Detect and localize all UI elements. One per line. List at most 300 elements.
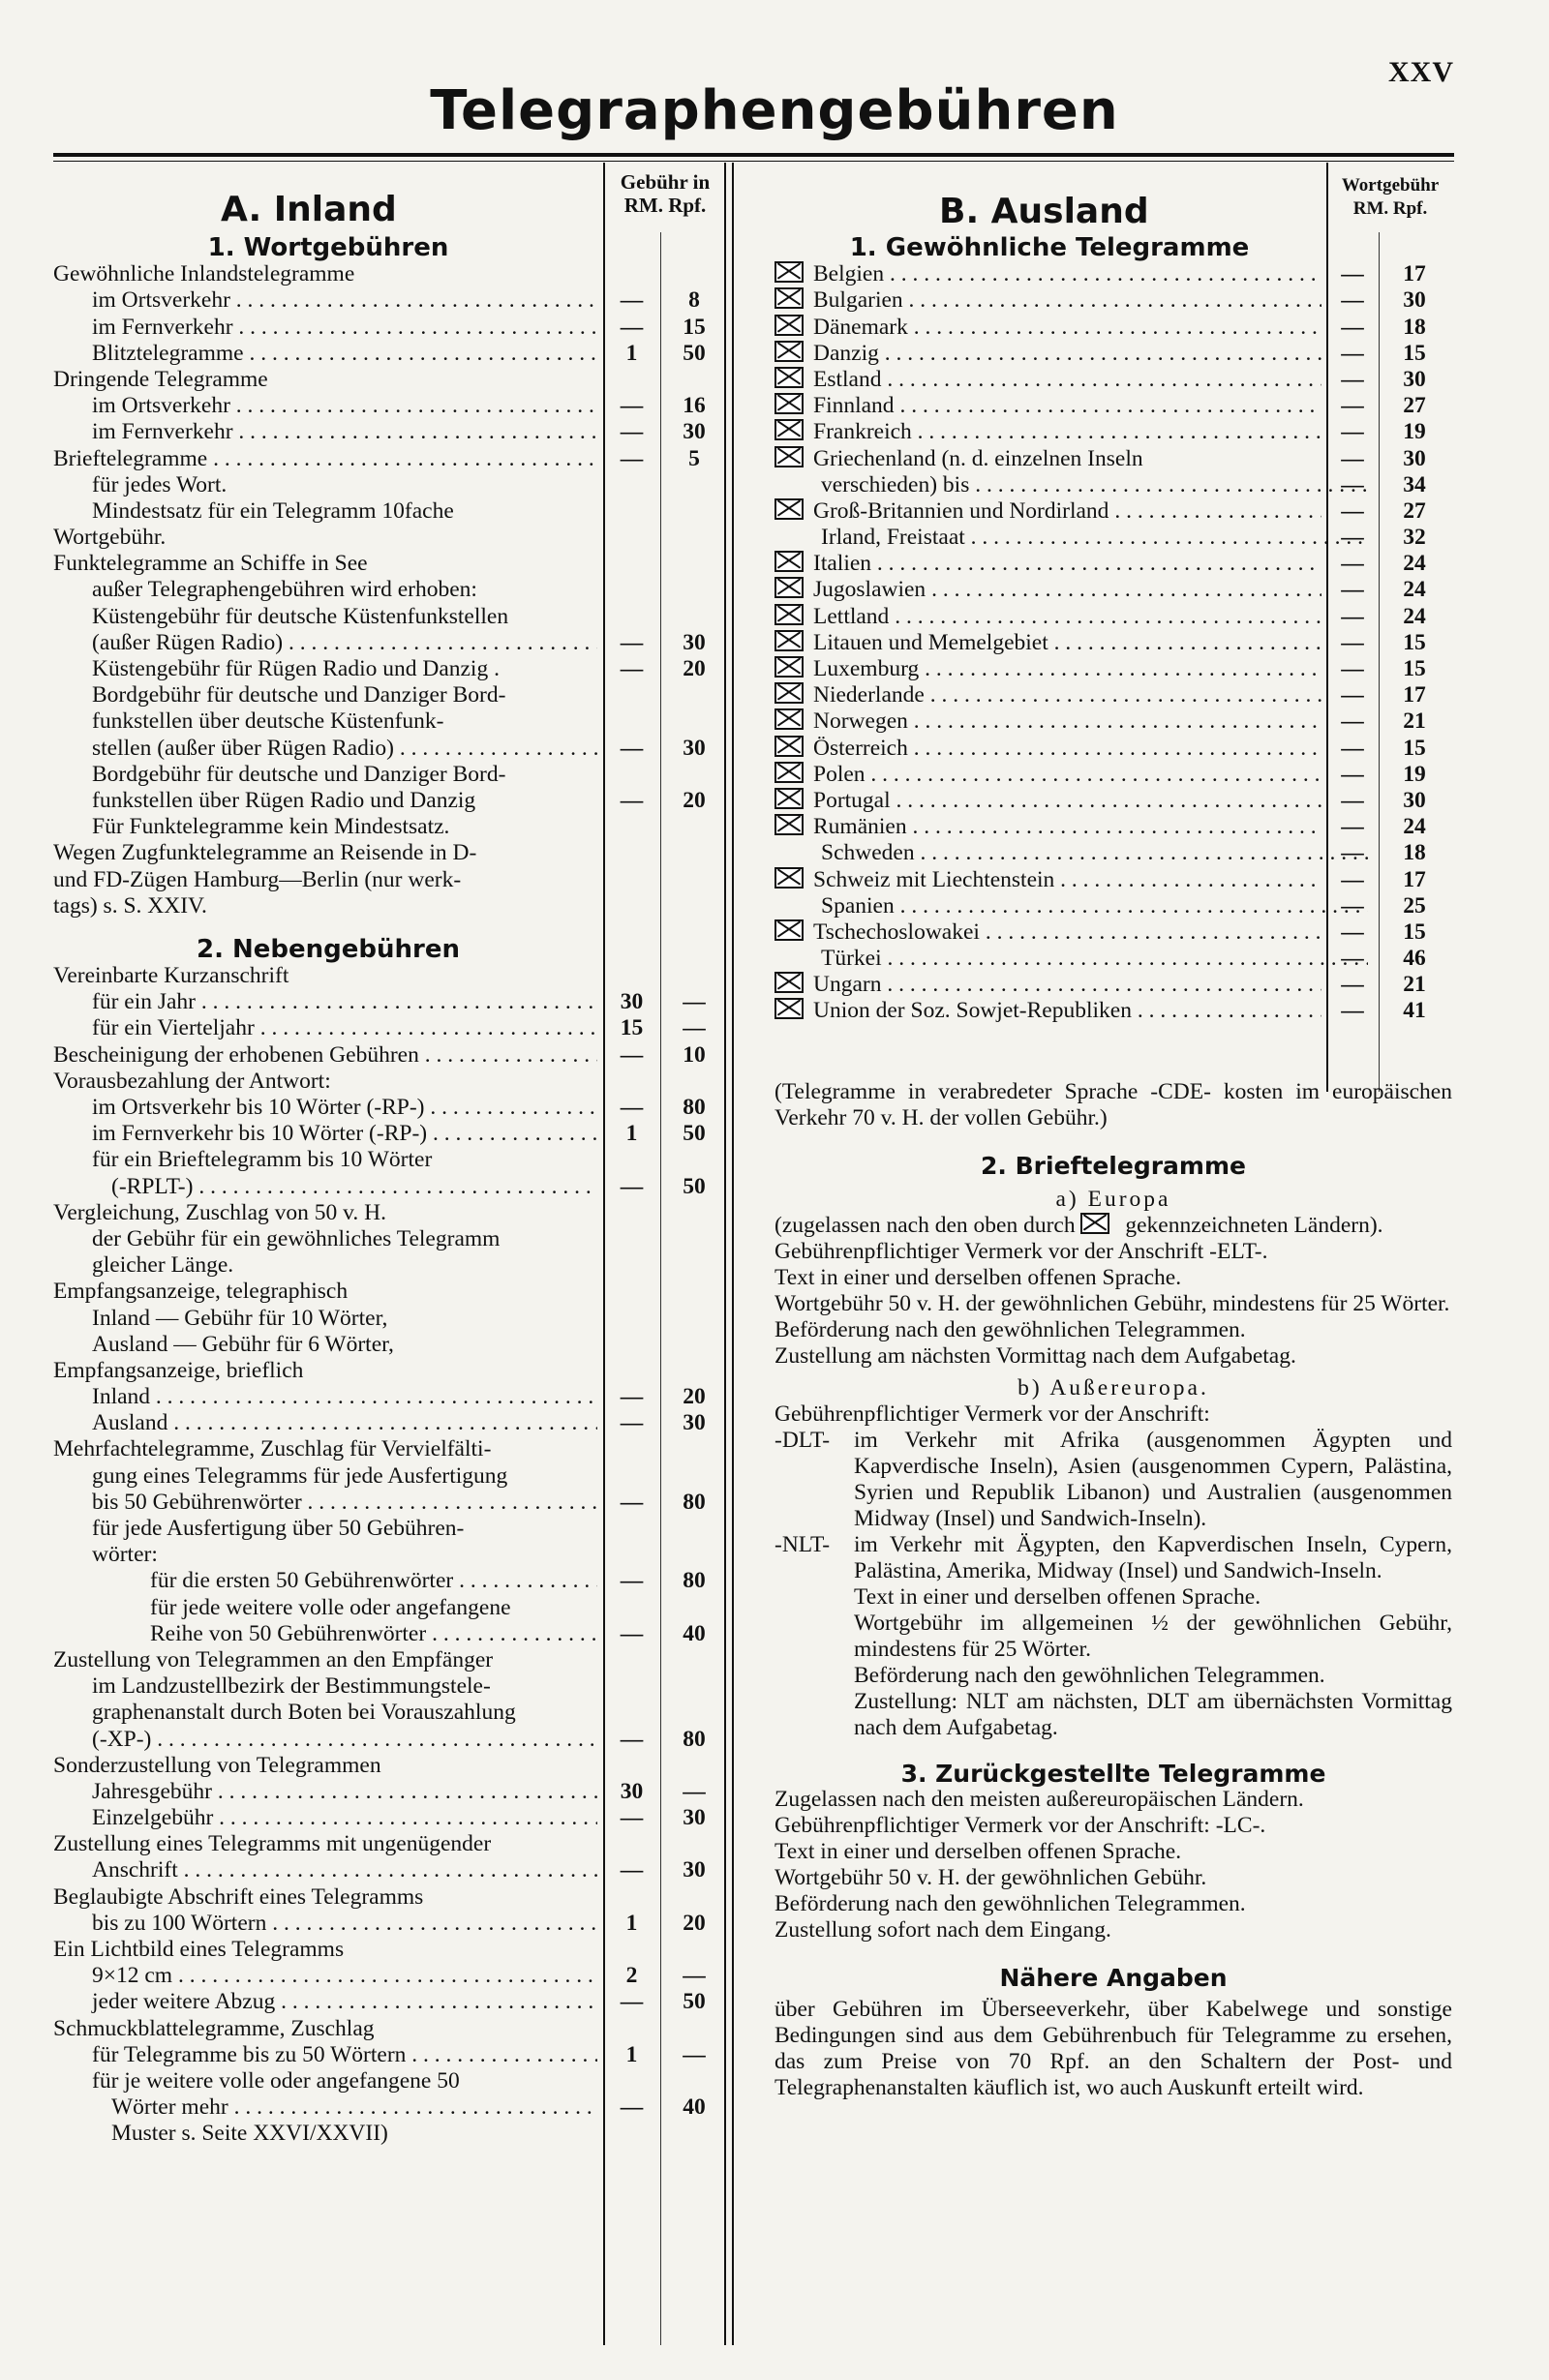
inland-neben-row-text: im Landzustellbezirk der Bestimmungstele- <box>92 1673 491 1700</box>
inland-neben-row <box>53 1015 721 1041</box>
ausland-row-text: Luxemburg . . . <box>813 656 1321 681</box>
inland-neben-row-text: im Ortsverkehr bis 10 Wörter (-RP-) . . . <box>92 1095 597 1120</box>
inland-neben-row-text: Inland . . . <box>92 1384 597 1409</box>
inland-neben-rm-value: 15 <box>620 1015 644 1041</box>
inland-neben-rpf-value: 40 <box>683 1620 706 1646</box>
envelope-icon <box>774 315 804 336</box>
inland-neben-row <box>53 1174 721 1200</box>
inland-row-text: Dringende Telegramme <box>53 366 268 392</box>
ausland-row-label <box>774 708 1321 735</box>
aussereuropa-line-4: Zustellung: NLT am nächsten, DLT am übernächsten Vormittag nach dem Aufgabetag. <box>854 1689 1452 1740</box>
ausland-row <box>774 919 1452 946</box>
ausland-rm-value: — <box>1341 866 1364 892</box>
inland-row-text: im Fernverkehr . . . <box>92 419 597 444</box>
ausland-row-text: Groß-Britannien und Nordirland . . . <box>813 498 1321 524</box>
inland-neben-rpf-value: 80 <box>683 1568 706 1594</box>
ausland-row <box>774 630 1452 656</box>
ausland-row <box>774 708 1452 735</box>
ausland-rpf-value: 30 <box>1403 787 1426 813</box>
inland-neben-rpf-value: 30 <box>683 1857 706 1883</box>
ausland-rpf-value: 15 <box>1403 735 1426 761</box>
ausland-rpf-value: 17 <box>1403 261 1426 287</box>
inland-row-label <box>53 814 597 840</box>
envelope-icon <box>774 498 804 520</box>
inland-neben-row-text: Ausland — Gebühr für 6 Wörter, <box>92 1331 394 1357</box>
inland-neben-row-label <box>53 1332 597 1358</box>
inland-neben-row <box>53 1753 721 1779</box>
inland-neben-row <box>53 1147 721 1173</box>
inland-neben-rpf-value: 30 <box>683 1410 706 1436</box>
ausland-rpf-value: 19 <box>1403 419 1426 445</box>
inland-neben-row <box>53 1989 721 2015</box>
ausland-rpf-value: 15 <box>1403 629 1426 655</box>
inland-neben-row <box>53 1121 721 1147</box>
inland-neben-row-label <box>53 2121 597 2147</box>
inland-row-text: im Fernverkehr . . . <box>92 315 597 340</box>
inland-neben-row <box>53 1042 721 1069</box>
inland-rpf-value: 30 <box>683 735 706 761</box>
ausland-text-block <box>774 1079 1452 2101</box>
inland-neben-row-text: für Telegramme bis zu 50 Wörtern . . . <box>92 2042 597 2067</box>
ausland-rpf-value: 24 <box>1403 551 1426 577</box>
inland-neben-row <box>53 1673 721 1700</box>
ausland-column <box>774 235 1452 1025</box>
nlt-block <box>774 1532 1452 1584</box>
envelope-icon <box>774 604 804 625</box>
inland-rpf-value: 8 <box>688 287 700 314</box>
inland-neben-row-label <box>53 989 597 1015</box>
inland-row-label <box>53 419 597 445</box>
ausland-row <box>774 419 1452 445</box>
ausland-rm-value: — <box>1341 314 1364 340</box>
inland-rm-value: — <box>620 787 644 813</box>
ausland-row-text: Schweden . . . <box>821 840 1368 865</box>
inland-neben-row <box>53 2094 721 2121</box>
ausland-rpf-value: 41 <box>1403 998 1426 1024</box>
dlt-text: im Verkehr mit Afrika (ausgenommen Ägypten und Kapverdische Inseln), Asien (ausgenommen Cypern, Palästina, Syrien und Republik Libanon) und Australien (ausgenommen Midway (Insel) und Sandwich-Inseln). <box>854 1428 1452 1531</box>
ausland-rpf-value: 18 <box>1403 314 1426 340</box>
inland-row-label <box>53 893 597 919</box>
ausland-row-text: Niederlande . . . <box>813 682 1321 708</box>
inland-row-label <box>53 630 597 656</box>
europa-title: a) Europa <box>1055 1187 1171 1212</box>
inland-neben-row-label <box>53 1042 597 1069</box>
ausland-rpf-value: 46 <box>1403 946 1426 972</box>
inland-row-label <box>53 393 597 419</box>
inland-row-label <box>53 736 597 762</box>
inland-neben-row-text: Jahresgebühr . . . <box>92 1779 597 1804</box>
ausland-row-label <box>774 604 1321 630</box>
inland-neben-row <box>53 1358 721 1384</box>
inland-neben-row-label <box>53 1463 597 1490</box>
ausland-row <box>774 393 1452 419</box>
inland-row <box>53 708 721 735</box>
inland-neben-row-text: jeder weitere Abzug . . . <box>92 1989 597 2014</box>
inland-neben-rm-value: — <box>620 1805 644 1831</box>
inland-row-text: im Ortsverkehr . . . <box>92 393 597 418</box>
inland-neben-rm-value: 1 <box>625 2041 638 2067</box>
aussereuropa-details <box>774 1584 1452 1741</box>
ausland-rm-value: — <box>1341 787 1364 813</box>
nlt-text: im Verkehr mit Ägypten, den Kapverdischen Inseln, Cypern, Palästina, Amerika, Midway (Insel) und Sandwich-Inseln. <box>854 1532 1452 1583</box>
inland-neben-row-text: gung eines Telegramms für jede Ausfertigung <box>92 1462 508 1489</box>
envelope-icon <box>774 551 804 572</box>
inland-rpf-value: 5 <box>688 445 700 471</box>
inland-neben-row <box>53 1700 721 1726</box>
ausland-row-label <box>774 341 1321 367</box>
ausland-rpf-value: 15 <box>1403 656 1426 681</box>
envelope-icon <box>774 972 804 993</box>
inland-neben-row-text: Einzelgebühr . . . <box>92 1805 597 1830</box>
aussereuropa-line-1: Text in einer und derselben offenen Sprache. <box>854 1584 1261 1610</box>
inland-neben-row <box>53 1490 721 1516</box>
inland-row-label <box>53 762 597 788</box>
inland-neben-row <box>53 1279 721 1305</box>
inland-row <box>53 893 721 919</box>
europa-line-2: Gebührenpflichtiger Vermerk vor der Anschrift -ELT-. <box>774 1239 1268 1264</box>
ausland-row <box>774 498 1452 525</box>
inland-neben-rpf-value: 30 <box>683 1805 706 1831</box>
inland-row-text: im Ortsverkehr . . . <box>92 287 597 313</box>
ausland-rm-value: — <box>1341 287 1364 314</box>
ausland-rm-value: — <box>1341 761 1364 787</box>
inland-neben-row <box>53 989 721 1015</box>
inland-row-text: außer Telegraphengebühren wird erhoben: <box>92 577 477 603</box>
ausland-rm-value: — <box>1341 419 1364 445</box>
inland-row-label <box>53 367 597 393</box>
inland-neben-row-label <box>53 1568 597 1594</box>
ausland-col-header <box>1328 174 1452 221</box>
zurueckgestellte-line-5: Beförderung nach den gewöhnlichen Telegrammen. <box>774 1891 1246 1916</box>
inland-neben-row-label <box>53 1647 597 1673</box>
ausland-row-label <box>774 972 1321 998</box>
inland-neben-rm-value: — <box>620 2094 644 2121</box>
inland-neben-row <box>53 1595 721 1621</box>
ausland-rpf-value: 24 <box>1403 603 1426 629</box>
inland-neben-row-label <box>53 1989 597 2015</box>
inland-neben-row-text: Reihe von 50 Gebührenwörter . . . <box>150 1621 597 1646</box>
envelope-icon <box>774 708 804 730</box>
envelope-icon <box>774 867 804 889</box>
inland-neben-row-label <box>53 1700 597 1726</box>
inland-rpf-value: 50 <box>683 340 706 366</box>
inland-neben-row-text: Muster s. Seite XXVI/XXVII) <box>111 2121 388 2147</box>
inland-rm-value: — <box>620 287 644 314</box>
inland-row <box>53 682 721 708</box>
inland-col-header-line1: Gebühr in <box>620 170 711 194</box>
inland-neben-rpf-value: 80 <box>683 1726 706 1752</box>
inland-neben-row-text: Empfangsanzeige, brieflich <box>53 1357 304 1383</box>
ausland-row <box>774 946 1452 972</box>
inland-neben-row <box>53 1911 721 1937</box>
inland-neben-rpf-value: 50 <box>683 1121 706 1147</box>
inland-neben-row-label <box>53 1516 597 1542</box>
inland-row <box>53 788 721 814</box>
inland-neben-rm-value: 1 <box>625 1910 638 1936</box>
ausland-rpf-value: 30 <box>1403 366 1426 392</box>
inland-neben-row <box>53 1727 721 1753</box>
ausland-rm-value: — <box>1341 682 1364 708</box>
inland-neben-rm-value: — <box>620 1857 644 1883</box>
ausland-rm-value: — <box>1341 497 1364 524</box>
ausland-rpf-value: 17 <box>1403 866 1426 892</box>
inland-row-label <box>53 315 597 341</box>
ausland-rm-value: — <box>1341 629 1364 655</box>
inland-rm-value: — <box>620 445 644 471</box>
inland-heading: A. Inland <box>221 190 397 229</box>
inland-neben-row-text: für die ersten 50 Gebührenwörter . . . <box>150 1568 597 1593</box>
inland-row-label <box>53 682 597 708</box>
ausland-row-text: Litauen und Memelgebiet . . . <box>813 630 1321 655</box>
inland-neben-row-text: Wörter mehr . . . <box>111 2094 597 2120</box>
ausland-row <box>774 867 1452 893</box>
envelope-icon <box>774 630 804 651</box>
inland-row-label <box>53 498 597 525</box>
inland-neben-row-label <box>53 1410 597 1436</box>
inland-neben-row-text: Ausland . . . <box>92 1410 597 1435</box>
inland-neben-row-text: der Gebühr für ein gewöhnliches Telegramm <box>92 1225 501 1251</box>
inland-neben-row-label <box>53 963 597 989</box>
ausland-row-text: Dänemark . . . <box>813 315 1321 340</box>
envelope-icon <box>774 762 804 783</box>
ausland-row-label <box>774 998 1321 1024</box>
ausland-rpf-value: 19 <box>1403 761 1426 787</box>
ausland-row-label <box>774 788 1321 814</box>
inland-neben-row-label <box>53 1384 597 1410</box>
inland-neben-row-text: im Fernverkehr bis 10 Wörter (-RP-) . . . <box>92 1121 597 1146</box>
envelope-icon <box>774 998 804 1019</box>
ausland-row-label <box>774 525 1368 551</box>
ausland-row-label <box>774 287 1321 314</box>
ausland-heading: B. Ausland <box>939 192 1149 231</box>
inland-neben-row-text: Vereinbarte Kurzanschrift <box>53 963 289 989</box>
europa-line-1-a: (zugelassen nach den oben durch <box>774 1213 1076 1238</box>
inland-row-label <box>53 577 597 603</box>
europa-line-5: Beförderung nach den gewöhnlichen Telegrammen. <box>774 1317 1246 1342</box>
envelope-icon <box>1080 1213 1109 1234</box>
inland-neben-row <box>53 1884 721 1911</box>
inland-row <box>53 367 721 393</box>
ausland-rm-value: — <box>1341 656 1364 681</box>
ausland-row <box>774 762 1452 788</box>
inland-s2-title: 2. Nebengebühren <box>196 934 460 964</box>
inland-s1-title: 1. Wortgebühren <box>207 233 449 262</box>
ausland-row-text: Union der Soz. Sowjet-Republiken . . . <box>813 998 1321 1023</box>
ausland-row-label <box>774 419 1321 445</box>
inland-rpf-value: 30 <box>683 419 706 445</box>
inland-row-text: Gewöhnliche Inlandstelegramme <box>53 261 355 287</box>
ausland-rm-value: — <box>1341 261 1364 287</box>
inland-rm-value: — <box>620 656 644 681</box>
ausland-row <box>774 551 1452 577</box>
ausland-row <box>774 287 1452 314</box>
inland-neben-row-label <box>53 1673 597 1700</box>
inland-neben-row-text: Inland — Gebühr für 10 Wörter, <box>92 1305 388 1331</box>
ausland-row-label <box>774 736 1321 762</box>
inland-row-text: Küstengebühr für Rügen Radio und Danzig . <box>92 656 500 681</box>
inland-neben-rpf-value: 50 <box>683 1989 706 2015</box>
inland-row <box>53 341 721 367</box>
inland-rpf-value: 20 <box>683 656 706 681</box>
inland-neben-row-label <box>53 1779 597 1805</box>
ausland-rpf-value: 27 <box>1403 393 1426 419</box>
ausland-row-text: Jugoslawien . . . <box>813 577 1321 602</box>
inland-neben-row-label <box>53 2042 597 2068</box>
top-rule-thin <box>53 161 1454 162</box>
ausland-row-label <box>774 498 1321 525</box>
center-divider-b <box>732 163 734 2345</box>
envelope-icon <box>774 287 804 309</box>
ausland-rpf-value: 30 <box>1403 287 1426 314</box>
inland-row-label <box>53 788 597 814</box>
inland-row-label <box>53 472 597 498</box>
inland-rm-value: — <box>620 314 644 340</box>
zurueckgestellte-line-4: Wortgebühr 50 v. H. der gewöhnlichen Gebühr. <box>774 1865 1207 1890</box>
envelope-icon <box>774 736 804 757</box>
inland-neben-row-text: für jede Ausfertigung über 50 Gebühren- <box>92 1516 465 1541</box>
inland-neben-row <box>53 1805 721 1831</box>
ausland-rm-value: — <box>1341 471 1364 497</box>
ausland-row-label <box>774 472 1368 498</box>
inland-neben-rm-value: — <box>620 1726 644 1752</box>
aussereuropa-line-3: Beförderung nach den gewöhnlichen Telegrammen. <box>854 1663 1325 1688</box>
europa-line-3: Text in einer und derselben offenen Sprache. <box>774 1265 1182 1290</box>
envelope-icon <box>774 919 804 941</box>
aussereuropa-intro: Gebührenpflichtiger Vermerk vor der Anschrift: <box>774 1401 1210 1427</box>
europa-line-4: Wortgebühr 50 v. H. der gewöhnlichen Gebühr, mindestens für 25 Wörter. <box>774 1291 1450 1316</box>
zurueckgestellte-title: 3. Zurückgestellte Telegramme <box>900 1760 1326 1788</box>
ausland-rpf-value: 25 <box>1403 892 1426 919</box>
ausland-rm-value: — <box>1341 366 1364 392</box>
inland-neben-row-label <box>53 1621 597 1647</box>
inland-neben-row <box>53 963 721 989</box>
nlt-label: -NLT- <box>774 1532 831 1557</box>
inland-neben-row <box>53 2068 721 2094</box>
ausland-row <box>774 525 1452 551</box>
inland-row-label <box>53 287 597 314</box>
inland-neben-row-text: Mehrfachtelegramme, Zuschlag für Vervielfälti- <box>53 1436 492 1462</box>
ausland-row <box>774 893 1452 919</box>
ausland-row-label <box>774 762 1321 788</box>
naehere-angaben-text: über Gebühren im Überseeverkehr, über Kabelwege und sonstige Bedingungen sind aus dem Gebührenbuch für Telegramme zu ersehen, das zum Preise von 70 Rpf. an den Schaltern der Post- und Telegraphenanstalten käuflich ist, wo auch Auskunft erteilt wird. <box>774 1997 1452 2100</box>
ausland-rpf-value: 21 <box>1403 972 1426 998</box>
inland-neben-row-label <box>53 1147 597 1173</box>
ausland-row-label <box>774 261 1321 287</box>
inland-neben-row-label <box>53 1226 597 1252</box>
ausland-row-text: Bulgarien . . . <box>813 287 1321 313</box>
inland-column <box>53 235 721 2148</box>
inland-neben-row-label <box>53 1805 597 1831</box>
ausland-rpf-value: 24 <box>1403 577 1426 603</box>
inland-row-label <box>53 446 597 472</box>
inland-row-label <box>53 840 597 866</box>
ausland-country-list <box>774 261 1452 1024</box>
ausland-col-header-line2: RM. Rpf. <box>1352 198 1428 219</box>
page-number: XXV <box>1388 56 1454 88</box>
inland-row <box>53 315 721 341</box>
ausland-row <box>774 446 1452 472</box>
inland-row-text: Küstengebühr für deutsche Küstenfunkstellen <box>92 603 509 629</box>
page-title: Telegraphengebühren <box>430 79 1119 142</box>
ausland-rm-value: — <box>1341 445 1364 471</box>
inland-neben-rm-value: 2 <box>625 1963 638 1989</box>
inland-row-text: Wegen Zugfunktelegramme an Reisende in D- <box>53 840 477 866</box>
ausland-row <box>774 840 1452 866</box>
inland-neben-rpf-value: — <box>683 989 706 1015</box>
inland-row-label <box>53 656 597 682</box>
ausland-row <box>774 472 1452 498</box>
inland-row-text: funkstellen über deutsche Küstenfunk- <box>92 708 444 735</box>
inland-neben-row-label <box>53 1595 597 1621</box>
inland-neben-row <box>53 2121 721 2147</box>
inland-neben-rm-value: — <box>620 1568 644 1594</box>
inland-neben-rm-value: — <box>620 1989 644 2015</box>
inland-neben-rm-value: — <box>620 1489 644 1515</box>
inland-neben-row-text: für ein Jahr . . . <box>92 989 597 1014</box>
ausland-row-label <box>774 446 1321 472</box>
inland-neben-row <box>53 1542 721 1568</box>
inland-neben-row-label <box>53 1306 597 1332</box>
inland-neben-row <box>53 1436 721 1462</box>
ausland-rm-value: — <box>1341 551 1364 577</box>
inland-row <box>53 393 721 419</box>
ausland-rm-value: — <box>1341 998 1364 1024</box>
ausland-row-text: Finnland . . . <box>813 393 1321 418</box>
inland-neben-row-label <box>53 1200 597 1226</box>
ausland-row-label <box>774 814 1321 840</box>
ausland-row-text: Ungarn . . . <box>813 972 1321 997</box>
envelope-icon <box>774 656 804 678</box>
ausland-row-text: Schweiz mit Liechtenstein . . . <box>813 867 1321 892</box>
inland-neben-row-label <box>53 2016 597 2042</box>
inland-row-text: (außer Rügen Radio) . . . <box>92 630 597 655</box>
inland-row-label <box>53 551 597 577</box>
inland-row-text: Mindestsatz für ein Telegramm 10fache <box>92 497 454 524</box>
inland-row <box>53 287 721 314</box>
ausland-row-label <box>774 656 1321 682</box>
ausland-row-text: Danzig . . . <box>813 341 1321 366</box>
inland-neben-row-label <box>53 1069 597 1095</box>
inland-row <box>53 630 721 656</box>
naehere-angaben-title: Nähere Angaben <box>999 1964 1228 1992</box>
inland-neben-row-text: Bescheinigung der erhobenen Gebühren . . . <box>53 1042 597 1068</box>
inland-col-header-line2: RM. Rpf. <box>623 194 707 217</box>
ausland-row <box>774 682 1452 708</box>
inland-neben-row-label <box>53 1436 597 1462</box>
inland-row <box>53 604 721 630</box>
inland-row-label <box>53 867 597 893</box>
inland-neben-row-text: bis 50 Gebührenwörter . . . <box>92 1490 597 1515</box>
ausland-rm-value: — <box>1341 525 1364 551</box>
inland-row <box>53 498 721 525</box>
ausland-rpf-value: 24 <box>1403 814 1426 840</box>
inland-neben-rpf-value: 40 <box>683 2094 706 2121</box>
inland-neben-row-label <box>53 2068 597 2094</box>
inland-neben-row <box>53 1384 721 1410</box>
inland-row <box>53 472 721 498</box>
inland-neben-row-text: 9×12 cm . . . <box>92 1963 597 1988</box>
ausland-row-label <box>774 946 1368 972</box>
dlt-label: -DLT- <box>774 1428 831 1453</box>
inland-row-text: stellen (außer über Rügen Radio) . . . <box>92 736 597 761</box>
ausland-row-label <box>774 551 1321 577</box>
inland-neben-row-text: Beglaubigte Abschrift eines Telegramms <box>53 1883 424 1910</box>
ausland-row-text: Spanien . . . <box>821 893 1368 919</box>
inland-neben-row-label <box>53 1490 597 1516</box>
ausland-rpf-value: 34 <box>1403 471 1426 497</box>
inland-neben-row <box>53 1463 721 1490</box>
inland-row <box>53 762 721 788</box>
